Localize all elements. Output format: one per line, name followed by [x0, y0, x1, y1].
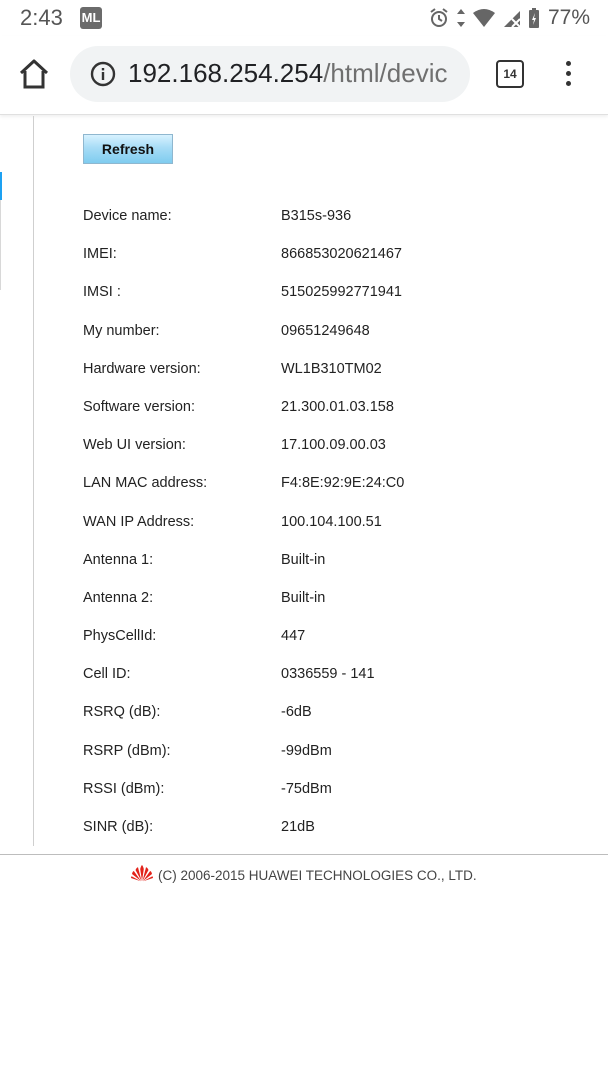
row-label: Device name:: [83, 208, 172, 224]
battery-percent: 77%: [547, 6, 590, 29]
row-value: 515025992771941: [281, 284, 402, 301]
table-row: [83, 426, 563, 464]
home-button[interactable]: [16, 56, 52, 92]
data-arrows-icon: [456, 7, 466, 29]
row-label: Antenna 1:: [83, 551, 154, 568]
device-info-table: [83, 197, 563, 846]
row-value: B315s-936: [281, 208, 352, 224]
tabs-button[interactable]: [496, 60, 524, 88]
row-label: SINR (dB):: [83, 819, 154, 835]
row-value: 866853020621467: [281, 246, 402, 263]
table-row: [83, 312, 563, 350]
sidebar-accent: [0, 172, 2, 200]
row-value: Built-in: [281, 589, 326, 606]
row-label: Antenna 2:: [83, 589, 154, 606]
info-icon[interactable]: [90, 61, 116, 87]
row-value: 09651249648: [281, 322, 370, 339]
table-row: [83, 350, 563, 388]
cell-signal-icon: [502, 7, 522, 29]
row-label: Software version:: [83, 398, 196, 415]
row-label: IMSI :: [83, 284, 121, 301]
battery-icon: [528, 7, 540, 29]
row-value: 447: [281, 628, 306, 645]
table-row: [83, 541, 563, 579]
huawei-logo-icon: [130, 864, 154, 887]
row-value: -99dBm: [281, 742, 332, 759]
row-value: 17.100.09.00.03: [281, 437, 386, 454]
copyright-text: (C) 2006-2015 HUAWEI TECHNOLOGIES CO., LTD.: [158, 867, 477, 883]
table-row: [83, 235, 563, 273]
row-value: 21dB: [281, 819, 315, 835]
row-label: My number:: [83, 322, 160, 339]
row-label: IMEI:: [83, 246, 117, 263]
table-row: [83, 579, 563, 617]
url-host: 192.168.254.254: [128, 58, 324, 88]
row-value: 0336559 - 141: [281, 666, 375, 683]
home-icon: [16, 79, 52, 96]
footer: [130, 865, 477, 885]
table-row: [83, 693, 563, 731]
row-label: LAN MAC address:: [83, 475, 208, 492]
alarm-icon: [428, 7, 450, 29]
row-value: WL1B310TM02: [281, 360, 382, 377]
address-bar[interactable]: [70, 46, 470, 102]
row-label: RSRQ (dB):: [83, 704, 161, 721]
wifi-icon: [472, 7, 496, 29]
url-text[interactable]: [128, 58, 447, 89]
status-bar: [0, 0, 608, 36]
refresh-button[interactable]: Refresh: [83, 134, 173, 164]
table-row: [83, 197, 563, 235]
row-label: PhysCellId:: [83, 628, 157, 645]
sidebar-edge: [0, 200, 1, 290]
row-value: -6dB: [281, 704, 312, 721]
table-row: [83, 732, 563, 770]
table-row: [83, 617, 563, 655]
notification-badge: ML: [80, 7, 102, 29]
row-label: Hardware version:: [83, 360, 201, 377]
status-time: 2:43: [20, 5, 63, 30]
row-value: Built-in: [281, 551, 326, 568]
browser-toolbar: [0, 36, 608, 115]
row-label: RSSI (dBm):: [83, 780, 165, 797]
row-value: F4:8E:92:9E:24:C0: [281, 475, 405, 492]
row-value: -75dBm: [281, 780, 332, 797]
tab-count: 14: [503, 67, 517, 81]
table-row: [83, 503, 563, 541]
row-value: 21.300.01.03.158: [281, 398, 394, 415]
status-icons: [428, 5, 590, 31]
footer-divider: [0, 854, 608, 855]
row-label: Cell ID:: [83, 666, 131, 683]
url-path: /html/devic: [323, 58, 448, 88]
row-label: Web UI version:: [83, 437, 186, 454]
row-label: RSRP (dBm):: [83, 742, 171, 759]
table-row: [83, 655, 563, 693]
table-row: [83, 464, 563, 502]
table-row: [83, 770, 563, 808]
content-divider: [33, 116, 34, 846]
more-vert-icon[interactable]: [556, 58, 580, 92]
table-row: [83, 808, 563, 846]
row-value: 100.104.100.51: [281, 513, 382, 530]
table-row: [83, 273, 563, 311]
table-row: [83, 388, 563, 426]
row-label: WAN IP Address:: [83, 513, 195, 530]
